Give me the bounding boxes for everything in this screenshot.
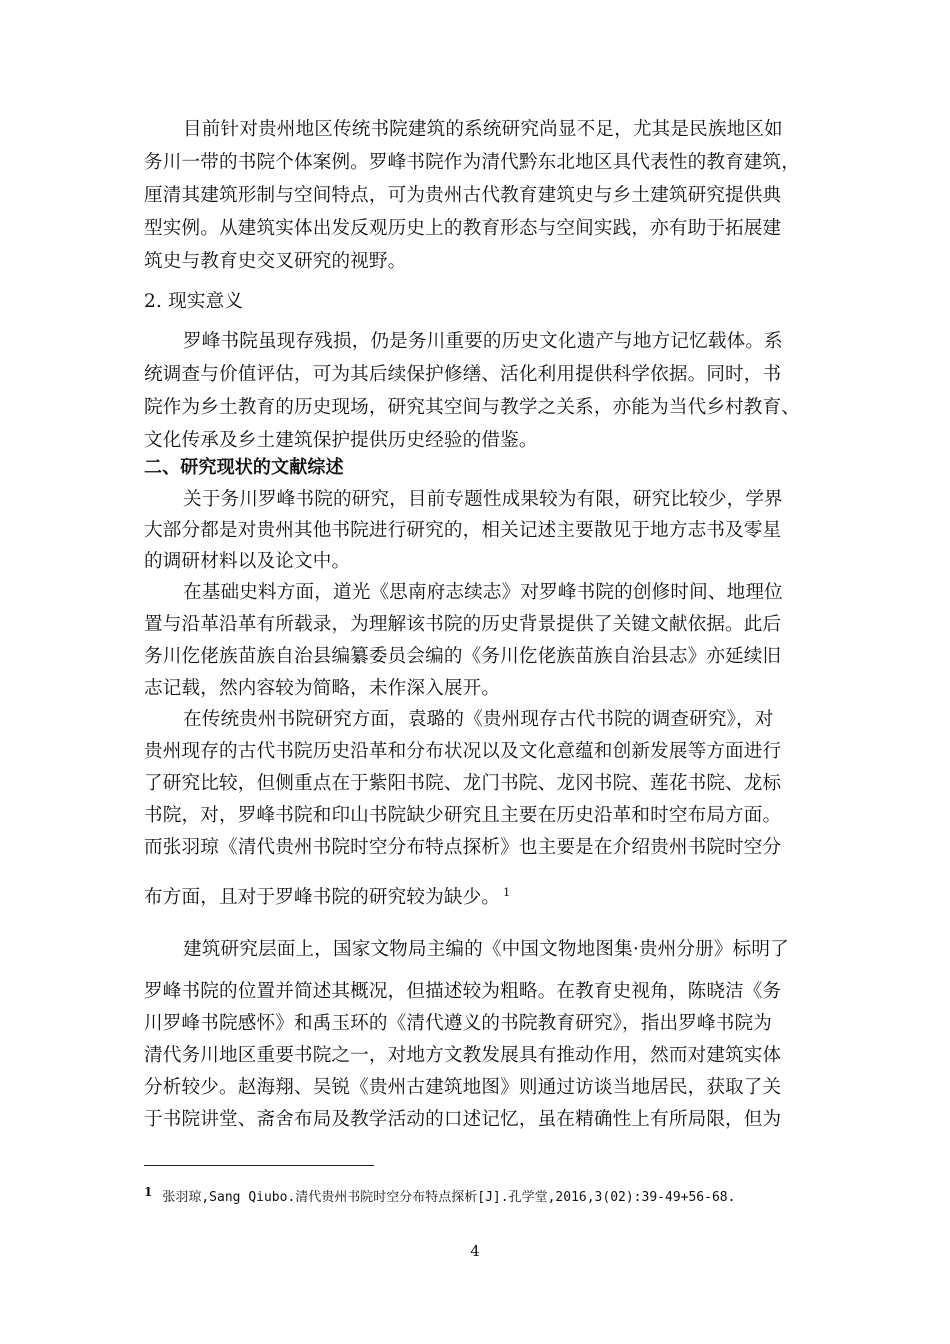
text-line: 罗峰书院虽现存残损，仍是务川重要的历史文化遗产与地方记忆载体。系 (183, 331, 783, 352)
text-line: 罗峰书院的位置并简述其概况，但描述较为粗略。在教育史视角，陈晓洁《务 (144, 981, 782, 1002)
text-line: 筑史与教育史交叉研究的视野。 (144, 251, 407, 272)
text-line: 关于务川罗峰书院的研究，目前专题性成果较为有限，研究比较少，学界 (183, 489, 783, 510)
text-line: 分析较少。赵海翔、吴锐《贵州古建筑地图》则通过访谈当地居民，获取了关 (144, 1077, 782, 1098)
footnote-number: 1 (144, 1185, 153, 1199)
text-line: 的调研材料以及论文中。 (144, 551, 351, 572)
footnote (144, 1182, 735, 1208)
footnote-text: 张羽琼,Sang Qiubo.清代贵州书院时空分布特点探析[J].孔学堂,2016,3(02):39-49+56-68. (162, 1190, 736, 1205)
text-fragment: 布方面，且对于罗峰书院的研究较为缺少。 (144, 887, 501, 908)
footnote-divider (144, 1165, 374, 1166)
text-line: 院作为乡土教育的历史现场，研究其空间与教学之关系，亦能为当代乡村教育、 (144, 397, 801, 418)
text-line (144, 880, 814, 911)
text-line: 统调查与价值评估，可为其后续保护修缮、活化利用提供科学依据。同时，书 (144, 364, 782, 385)
text-line: 大部分都是对贵州其他书院进行研究的，相关记述主要散见于地方志书及零星 (144, 520, 782, 541)
section-heading: 二、研究现状的文献综述 (144, 457, 344, 478)
text-line: 置与沿革沿革有所载录，为理解该书院的历史背景提供了关键文献依据。此后 (144, 614, 782, 635)
text-line: 在基础史料方面，道光《思南府志续志》对罗峰书院的创修时间、地理位 (183, 582, 783, 603)
text-line: 清代务川地区重要书院之一，对地方文教发展具有推动作用，然而对建筑实体 (144, 1045, 782, 1066)
text-line: 而张羽琼《清代贵州书院时空分布特点探析》也主要是在介绍贵州书院时空分 (144, 837, 782, 858)
text-line: 目前针对贵州地区传统书院建筑的系统研究尚显不足，尤其是民族地区如 (183, 119, 783, 140)
text-line: 川罗峰书院感怀》和禹玉环的《清代遵义的书院教育研究》，指出罗峰书院为 (144, 1013, 772, 1034)
page-number: 4 (470, 1242, 480, 1260)
text-line: 书院，对，罗峰书院和印山书院缺少研究且主要在历史沿革和时空布局方面。 (144, 805, 782, 826)
text-line: 在传统贵州书院研究方面，袁璐的《贵州现存古代书院的调查研究》，对 (183, 709, 774, 730)
text-line: 型实例。从建筑实体出发反观历史上的教育形态与空间实践，亦有助于拓展建 (144, 218, 782, 239)
text-line: 厘清其建筑形制与空间特点，可为贵州古代教育建筑史与乡土建筑研究提供典 (144, 185, 782, 206)
text-line: 建筑研究层面上，国家文物局主编的《中国文物地图集·贵州分册》标明了 (183, 939, 789, 960)
text-line: 务川一带的书院个体案例。罗峰书院作为清代黔东北地区具代表性的教育建筑， (144, 152, 801, 173)
text-line: 了研究比较，但侧重点在于紫阳书院、龙门书院、龙冈书院、莲花书院、龙标 (144, 773, 782, 794)
text-line: 文化传承及乡土建筑保护提供历史经验的借鉴。 (144, 430, 538, 451)
text-line: 于书院讲堂、斋舍布局及教学活动的口述记忆，虽在精确性上有所局限，但为 (144, 1109, 782, 1130)
text-line: 志记载，然内容较为简略，未作深入展开。 (144, 678, 501, 699)
footnote-marker[interactable]: 1 (503, 886, 511, 899)
text-line: 贵州现存的古代书院历史沿革和分布状况以及文化意蕴和创新发展等方面进行 (144, 741, 782, 762)
subheading: 2. 现实意义 (144, 291, 244, 312)
text-line: 务川仡佬族苗族自治县编纂委员会编的《务川仡佬族苗族自治县志》亦延续旧 (144, 646, 782, 667)
